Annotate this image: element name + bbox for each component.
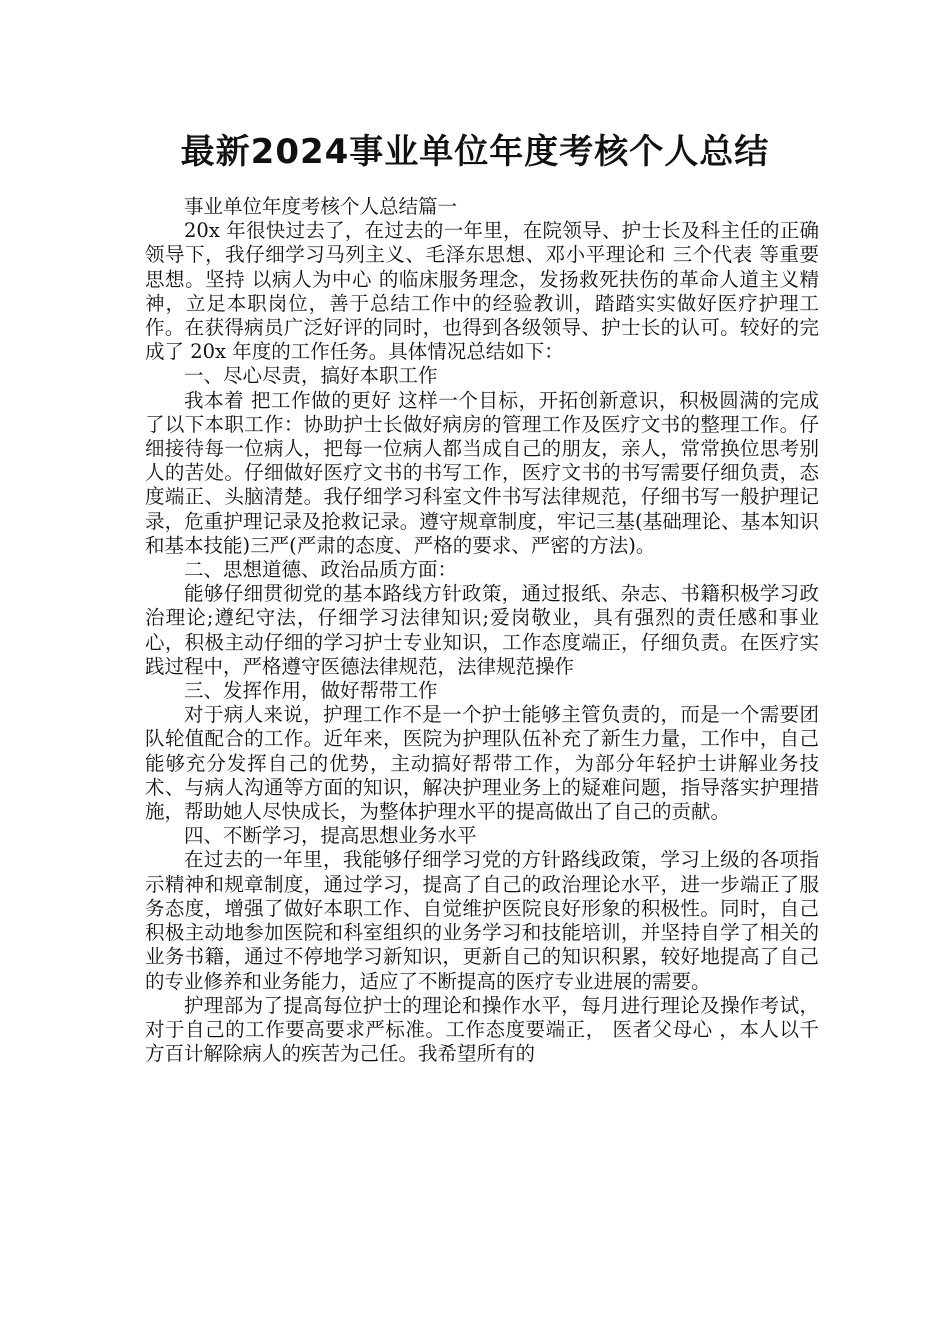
- section-heading-2: 二、思想道德、政治品质方面：: [184, 558, 458, 582]
- section-heading-3: 三、发挥作用，做好帮带工作: [184, 679, 438, 703]
- section-heading-1: 一、尽心尽责，搞好本职工作: [184, 364, 438, 388]
- document-title: 最新2024事业单位年度考核个人总结: [180, 132, 770, 172]
- intro-paragraph: 20x 年很快过去了，在过去的一年里，在院领导、护士长及科主任的正确领导下，我仔细学习马列主义、毛泽东思想、邓小平理论和 三个代表 等重要思想。坚持 以病人为中心 的临床服务理念，发扬救死扶伤的革命人道主义精神，立足本职岗位，善于总结工作中的经验教训，踏踏实实做好医疗护理工作。在获得病员广泛好评的同时，也得到各级领导、护士长的认可。较好的完成了 20x 年度的工作任务。具体情况总结如下：: [145, 219, 819, 364]
- section-subtitle: 事业单位年度考核个人总结篇一: [184, 195, 458, 218]
- section-4-paragraph: 在过去的一年里，我能够仔细学习党的方针路线政策，学习上级的各项指示精神和规章制度，通过学习，提高了自己的政治理论水平，进一步端正了服务态度，增强了做好本职工作、自觉维护医院良好形象的积极性。同时，自己积极主动地参加医院和科室组织的业务学习和技能培训，并坚持自学了相关的业务书籍，通过不停地学习新知识，更新自己的知识积累，较好地提高了自己的专业修养和业务能力，适应了不断提高的医疗专业进展的需要。: [145, 848, 819, 993]
- document-body: [145, 195, 819, 1066]
- section-2-paragraph: 能够仔细贯彻党的基本路线方针政策，通过报纸、杂志、书籍积极学习政治理论;遵纪守法，仔细学习法律知识;爱岗敬业，具有强烈的责任感和事业心，积极主动仔细的学习护士专业知识，工作态度端正，仔细负责。在医疗实践过程中，严格遵守医德法律规范，法律规范操作: [145, 582, 819, 678]
- closing-paragraph: 护理部为了提高每位护士的理论和操作水平，每月进行理论及操作考试，对于自己的工作要高要求严标准。工作态度要端正， 医者父母心 ，本人以千方百计解除病人的疾苦为己任。我希望所有的: [145, 993, 819, 1066]
- section-heading-4: 四、不断学习，提高思想业务水平: [184, 824, 477, 848]
- section-1-paragraph: 我本着 把工作做的更好 这样一个目标，开拓创新意识，积极圆满的完成了以下本职工作：协助护士长做好病房的管理工作及医疗文书的整理工作。仔细接待每一位病人，把每一位病人都当成自己的朋友，亲人，常常换位思考别人的苦处。仔细做好医疗文书的书写工作，医疗文书的书写需要仔细负责，态度端正、头脑清楚。我仔细学习科室文件书写法律规范，仔细书写一般护理记录，危重护理记录及抢救记录。遵守规章制度，牢记三基(基础理论、基本知识和基本技能)三严(严肃的态度、严格的要求、严密的方法)。: [145, 388, 819, 557]
- section-3-paragraph: 对于病人来说，护理工作不是一个护士能够主管负责的，而是一个需要团队轮值配合的工作。近年来，医院为护理队伍补充了新生力量，工作中，自己能够充分发挥自己的优势，主动搞好帮带工作，为部分年轻护士讲解业务技术、与病人沟通等方面的知识，解决护理业务上的疑难问题，指导落实护理措施，帮助她人尽快成长，为整体护理水平的提高做出了自己的贡献。: [145, 703, 819, 824]
